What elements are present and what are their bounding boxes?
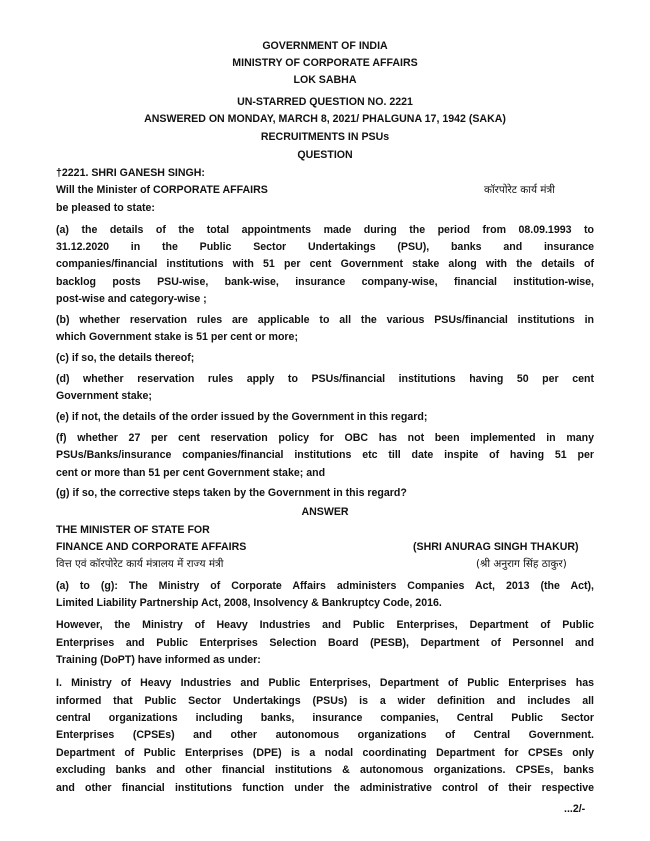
pleased-to-state: be pleased to state: [56,202,155,214]
header-answer-date: ANSWERED ON MONDAY, MARCH 8, 2021/ PHALGUNA 17, 1942 (SAKA) [144,113,506,125]
answer-para3-line: central organizations including banks, insurance companies, Central Public Sector [56,712,594,724]
question-a-line: backlog posts PSU-wise, bank-wise, insurance company-wise, financial institution-wise, [56,276,594,288]
answer-para3-line: informed that Public Sector Undertakings (PSUs) is a wider definition and includes all [56,695,594,707]
answer-para2-line: Enterprises and Public Enterprises Selection Board (PESB), Department of Personnel and [56,637,594,649]
question-a-line: post-wise and category-wise ; [56,293,207,305]
answer-para3-line: and other financial institutions function under the administrative control of their respective [56,782,594,794]
header-ministry: MINISTRY OF CORPORATE AFFAIRS [232,57,418,69]
question-b-line: which Government stake is 51 per cent or more; [56,331,298,343]
header-subject: RECRUITMENTS IN PSUs [260,131,390,143]
minister-name: (SHRI ANURAG SINGH THAKUR) [413,541,579,553]
will-the-minister: Will the Minister of CORPORATE AFFAIRS [56,184,268,196]
minister-hindi: कॉरपोरेट कार्य मंत्री [484,184,555,196]
question-a-line: companies/financial institutions with 51 per cent Government stake along with the details of [56,258,594,270]
answer-para2-line: Training (DoPT) have informed as under: [56,654,261,666]
question-d-line: (d) whether reservation rules apply to PSUs/financial institutions having 50 per cent [56,373,594,385]
answer-para3-line: Department of Public Enterprises (DPE) is a nodal coordinating Department for CPSEs only [56,747,594,759]
question-d-line: Government stake; [56,390,152,402]
answer-para3-line: Enterprises (CPSEs) and other autonomous organizations of Central Government. [56,729,594,741]
header-house: LOK SABHA [293,74,357,86]
minister-hindi-title: वित्त एवं कॉरपोरेट कार्य मंत्रालय में राज्य मंत्री [56,558,224,570]
answer-para3-line: excluding banks and other financial institutions & autonomous organizations. CPSEs, banks [56,764,594,776]
header-government: GOVERNMENT OF INDIA [262,40,388,52]
question-asker: †2221. SHRI GANESH SINGH: [56,167,205,179]
minister-designation-line1: THE MINISTER OF STATE FOR [56,524,210,536]
question-f-line: (f) whether 27 per cent reservation policy for OBC has not been implemented in many [56,432,594,444]
question-e: (e) if not, the details of the order issued by the Government in this regard; [56,411,428,423]
answer-heading: ANSWER [301,506,349,518]
question-f-line: cent or more than 51 per cent Government stake; and [56,467,326,479]
minister-designation-line2: FINANCE AND CORPORATE AFFAIRS [56,541,247,553]
question-b-line: (b) whether reservation rules are applicable to all the various PSUs/financial institutions in [56,314,594,326]
header-question-number: UN-STARRED QUESTION NO. 2221 [237,96,413,108]
question-a-line: 31.12.2020 in the Public Sector Undertakings (PSU), banks and insurance [56,241,594,253]
minister-hindi-name: (श्री अनुराग सिंह ठाकुर) [476,558,567,570]
page-continuation: ...2/- [564,803,586,815]
question-g: (g) if so, the corrective steps taken by the Government in this regard? [56,487,407,499]
question-f-line: PSUs/Banks/insurance companies/financial institutions etc till date inspite of having 51 per [56,449,594,461]
answer-para3-line: I. Ministry of Heavy Industries and Public Enterprises, Department of Public Enterprises has [56,677,594,689]
question-a-line: (a) the details of the total appointments made during the period from 08.09.1993 to [56,224,594,236]
answer-para2-line: However, the Ministry of Heavy Industries and Public Enterprises, Department of Public [56,619,594,631]
answer-para1-line: (a) to (g): The Ministry of Corporate Affairs administers Companies Act, 2013 (the Act), [56,580,594,592]
question-c: (c) if so, the details thereof; [56,352,195,364]
question-heading: QUESTION [297,149,353,161]
answer-para1-line: Limited Liability Partnership Act, 2008, Insolvency & Bankruptcy Code, 2016. [56,597,442,609]
